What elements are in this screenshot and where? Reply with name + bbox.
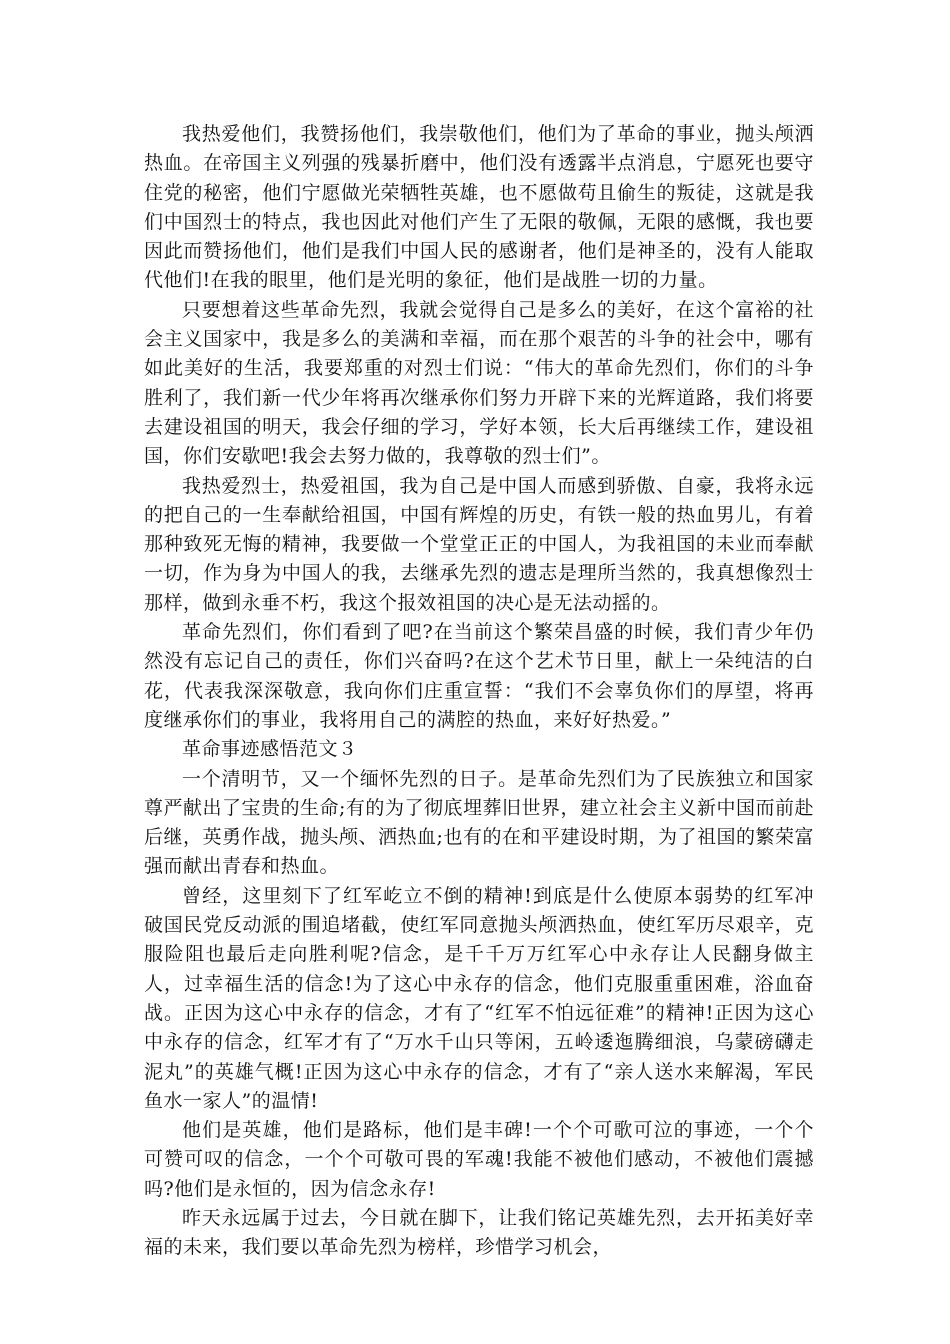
section-heading: 革命事迹感悟范文３ (182, 738, 358, 761)
paragraph-4: 革命先烈们，你们看到了吧?在当前这个繁荣昌盛的时候，我们青少年仍然没有忘记自己的责任，你们兴奋吗?在这个艺术节日里，献上一朵纯洁的白花，代表我深深敬意，我向你们庄重宣誓：“我们不会辜负你们的厚望，将再度继承你们的事业，我将用自己的满腔的热血，来好好热爱。” (144, 621, 814, 731)
paragraph-2: 只要想着这些革命先烈，我就会觉得自己是多么的美好，在这个富裕的社会主义国家中，我是多么的美满和幸福，而在那个艰苦的斗争的社会中，哪有如此美好的生活，我要郑重的对烈士们说：“伟大的革命先烈们，你们的斗争胜利了，我们新一代少年将再次继承你们努力开辟下来的光辉道路，我们将要去建设祖国的明天，我会仔细的学习，学好本领，长大后再继续工作，建设祖国，你们安歇吧!我会去努力做的，我尊敬的烈士们”。 (144, 298, 814, 468)
paragraph-3: 我热爱烈士，热爱祖国，我为自己是中国人而感到骄傲、自豪，我将永远的把自己的一生奉献给祖国，中国有辉煌的历史，有铁一般的热血男儿，有着那种致死无悔的精神，我要做一个堂堂正正的中国人，为我祖国的未业而奉献一切，作为身为中国人的我，去继承先烈的遗志是理所当然的，我真想像烈士那样，做到永垂不朽，我这个报效祖国的决心是无法动摇的。 (144, 474, 814, 614)
paragraph-8: 昨天永远属于过去，今日就在脚下，让我们铭记英雄先烈，去开拓美好幸福的未来，我们要以革命先烈为榜样，珍惜学习机会， (144, 1206, 814, 1259)
paragraph-1: 我热爱他们，我赞扬他们，我崇敬他们，他们为了革命的事业，抛头颅洒热血。在帝国主义列强的残暴折磨中，他们没有透露半点消息，宁愿死也要守住党的秘密，他们宁愿做光荣牺牲英雄，也不愿做苟且偷生的叛徒，这就是我们中国烈士的特点，我也因此对他们产生了无限的敬佩，无限的感慨，我也要因此而赞扬他们，他们是我们中国人民的感谢者，他们是神圣的，没有人能取代他们!在我的眼里，他们是光明的象征，他们是战胜一切的力量。 (144, 123, 814, 292)
paragraph-7: 他们是英雄，他们是路标，他们是丰碑!一个个可歌可泣的事迹，一个个可赞可叹的信念，一个个可敬可畏的军魂!我能不被他们感动，不被他们震撼吗?他们是永恒的，因为信念永存! (144, 1119, 814, 1200)
document-body (144, 120, 814, 1263)
paragraph-6: 曾经，这里刻下了红军屹立不倒的精神!到底是什么使原本弱势的红军冲破国民党反动派的围追堵截，使红军同意抛头颅洒热血，使红军历尽艰辛，克服险阻也最后走向胜利呢?信念，是千千万万红军心中永存让人民翻身做主人，过幸福生活的信念!为了这心中永存的信念，他们克服重重困难，浴血奋战。正因为这心中永存的信念，才有了“红军不怕远征难”的精神!正因为这心中永存的信念，红军才有了“万水千山只等闲，五岭逶迤腾细浪，乌蒙磅礴走泥丸”的英雄气概!正因为这心中永存的信念，才有了“亲人送水来解渴，军民鱼水一家人”的温情! (144, 884, 814, 1112)
paragraph-5: 一个清明节，又一个缅怀先烈的日子。是革命先烈们为了民族独立和国家尊严献出了宝贵的生命;有的为了彻底埋葬旧世界，建立社会主义新中国而前赴后继，英勇作战，抛头颅、洒热血;也有的在和平建设时期，为了祖国的繁荣富强而献出青春和热血。 (144, 767, 814, 878)
